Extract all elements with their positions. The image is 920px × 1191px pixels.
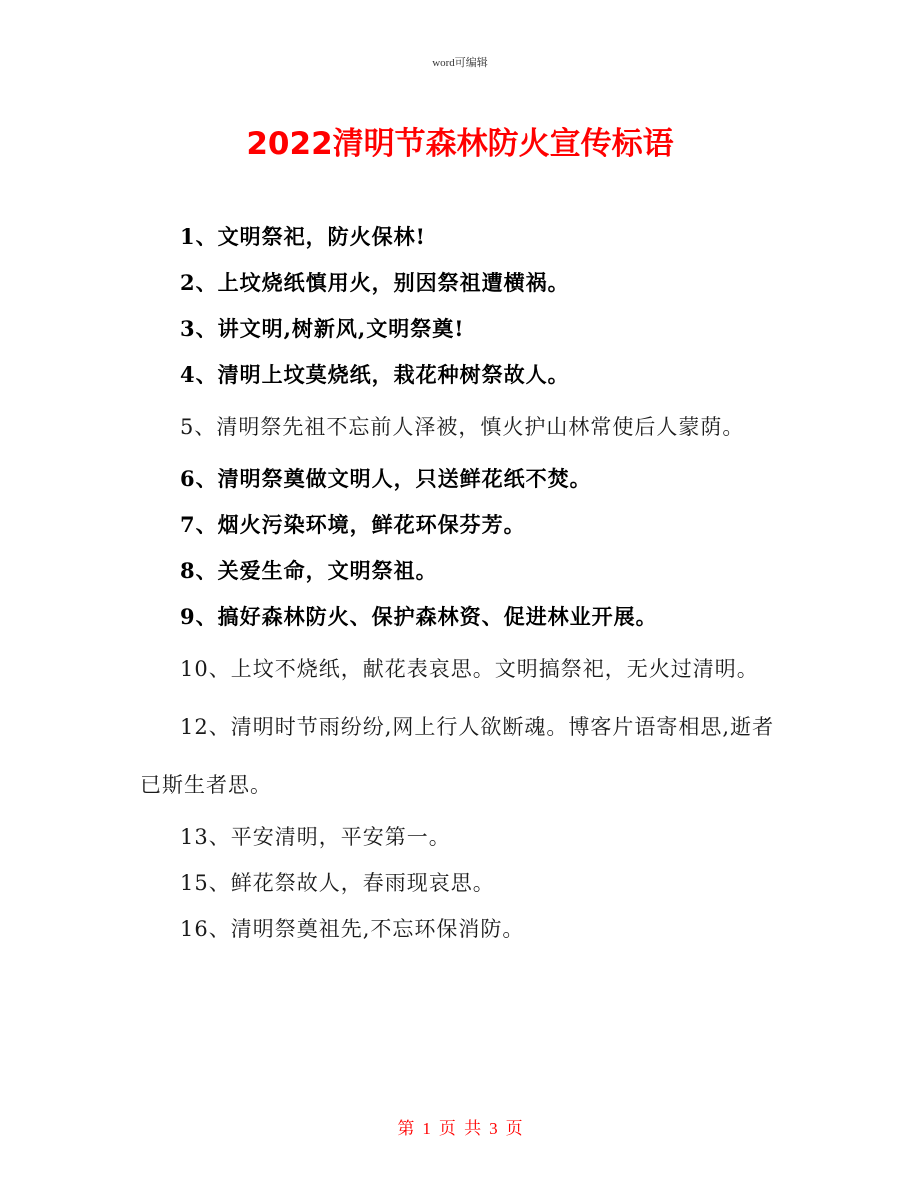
list-item: 9、搞好森林防火、保护森林资、促进林业开展。 xyxy=(180,604,658,629)
list-item: 16、清明祭奠祖先,不忘环保消防。 xyxy=(180,917,525,941)
list-item: 3、讲文明,树新风,文明祭奠! xyxy=(180,316,465,341)
list-item: 12、清明时节雨纷纷,网上行人欲断魂。博客片语寄相思,逝者已斯生者思。 xyxy=(140,715,775,797)
page-label-prefix: 第 xyxy=(397,1119,415,1138)
list-item: 7、烟火污染环境，鲜花环保芬芳。 xyxy=(180,512,526,537)
list-item: 4、清明上坟莫烧纸，栽花种树祭故人。 xyxy=(180,362,570,387)
list-item: 10、上坟不烧纸，献花表哀思。文明搞祭祀，无火过清明。 xyxy=(180,657,759,681)
current-page-number: 1 xyxy=(422,1119,431,1138)
total-pages-number: 3 xyxy=(489,1119,498,1138)
page-number-footer xyxy=(0,1114,920,1139)
list-item: 1、文明祭祀，防火保林! xyxy=(180,224,426,249)
page-title: 2022清明节森林防火宣传标语 xyxy=(246,126,674,162)
page-label-suffix: 页 xyxy=(505,1119,523,1138)
list-item: 5、清明祭先祖不忘前人泽被，慎火护山林常使后人蒙荫。 xyxy=(180,415,745,439)
list-item: 13、平安清明，平安第一。 xyxy=(180,825,451,849)
header-note: word可编辑 xyxy=(432,57,488,69)
list-item: 2、上坟烧纸慎用火，别因祭祖遭横祸。 xyxy=(180,270,570,295)
list-item: 6、清明祭奠做文明人，只送鲜花纸不焚。 xyxy=(180,466,592,491)
list-item: 8、关爱生命，文明祭祖。 xyxy=(180,558,438,583)
slogan-list xyxy=(140,214,784,952)
list-item: 15、鲜花祭故人，春雨现哀思。 xyxy=(180,871,495,895)
page-label-mid: 页 共 xyxy=(438,1119,482,1138)
